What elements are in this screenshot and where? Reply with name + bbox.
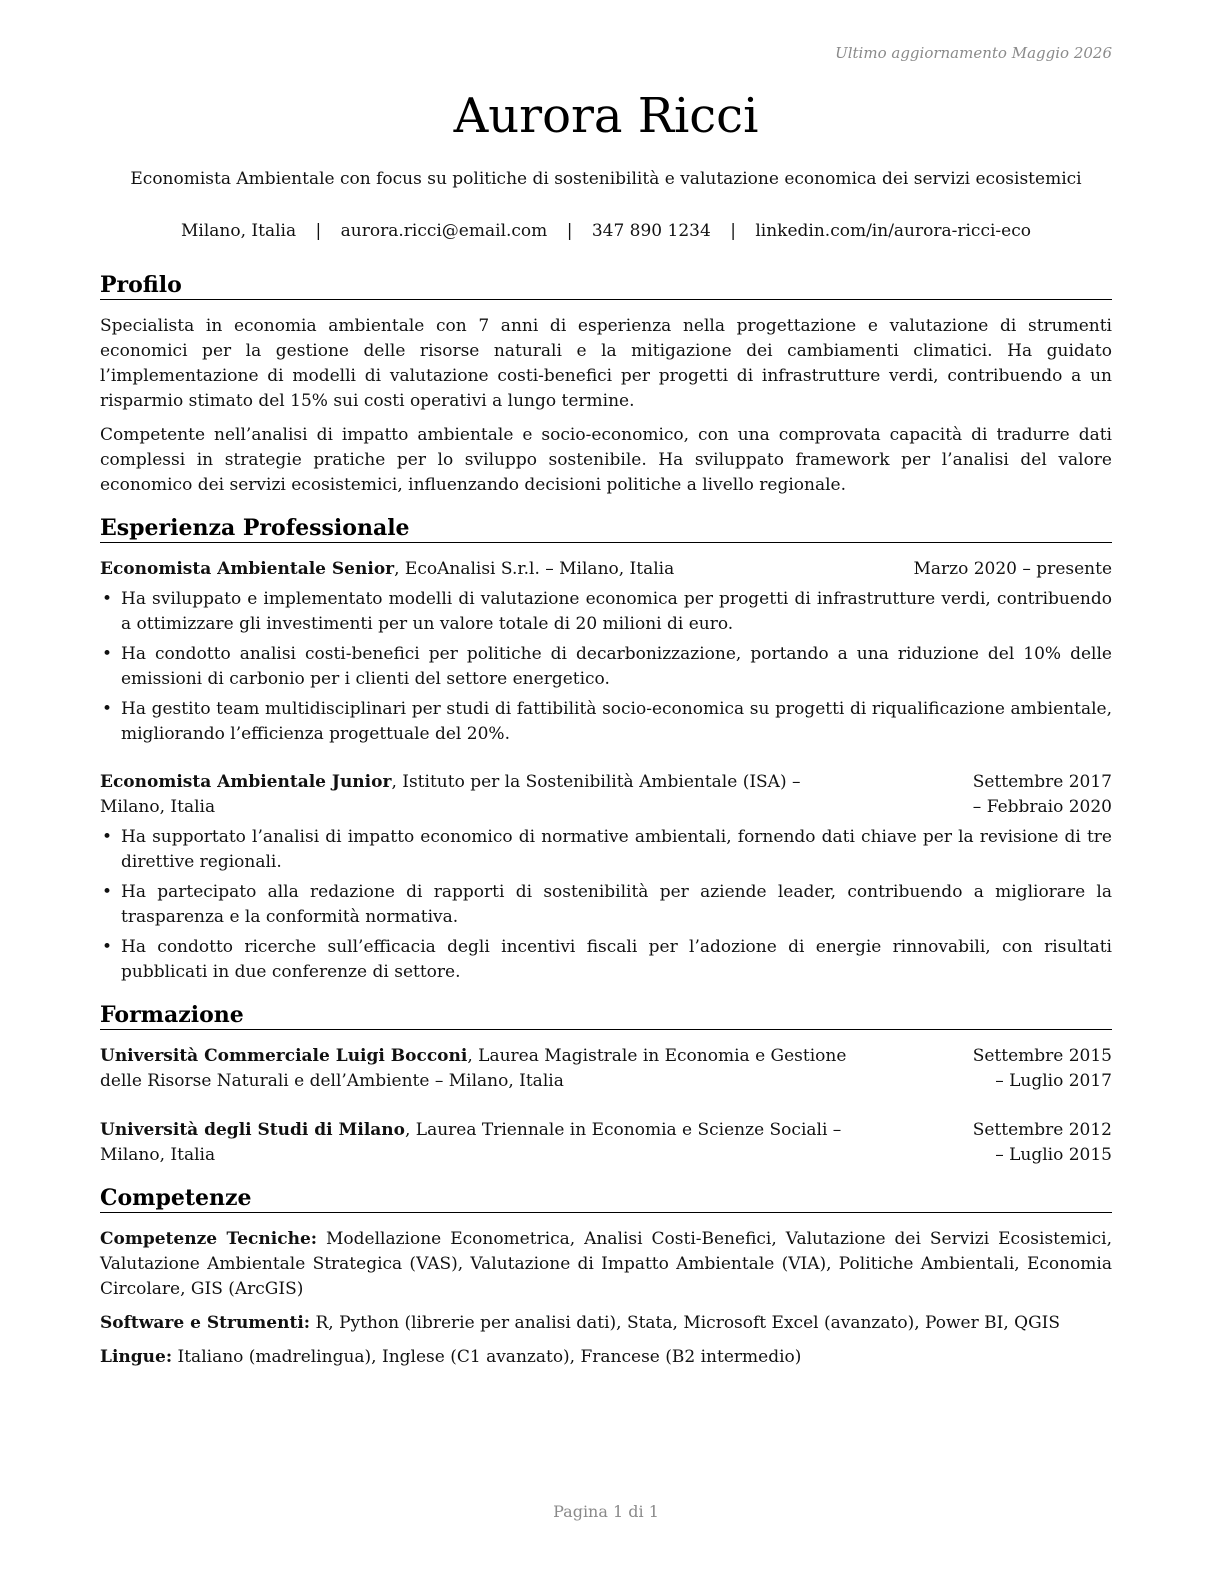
skill-label: Competenze Tecniche: bbox=[100, 1229, 318, 1249]
section-title-profile: Profilo bbox=[100, 271, 1112, 300]
tagline: Economista Ambientale con focus su politiche di sostenibilità e valutazione economica dei servizi ecosistemici bbox=[130, 169, 1082, 189]
contact-separator: | bbox=[315, 221, 322, 241]
education-entry bbox=[100, 1044, 1112, 1094]
bullet-icon: • bbox=[102, 589, 113, 609]
skill-value: Modellazione Econometrica, Analisi Costi-Benefici, Valutazione dei Servizi Ecosistemici, Valutazione Ambientale Strategica (VAS), Valutazione di Impatto Ambientale (VIA), Politiche Ambientali, Economia Circolare, GIS (ArcGIS) bbox=[100, 1229, 1112, 1299]
bullet-icon: • bbox=[102, 699, 113, 719]
job-header bbox=[100, 770, 1112, 820]
job-bullets bbox=[100, 587, 1112, 752]
contact-location: Milano, Italia bbox=[181, 221, 297, 241]
bullet-icon: • bbox=[102, 827, 113, 847]
education-dates: Settembre 2012 – Luglio 2015 bbox=[972, 1120, 1112, 1165]
contact-phone[interactable]: 347 890 1234 bbox=[591, 221, 711, 241]
bullet-icon: • bbox=[102, 937, 113, 957]
list-item bbox=[100, 880, 1112, 930]
contact-linkedin[interactable]: linkedin.com/in/aurora-ricci-eco bbox=[755, 221, 1031, 241]
school-name: Università Commerciale Luigi Bocconi bbox=[100, 1046, 468, 1066]
school-name: Università degli Studi di Milano bbox=[100, 1120, 405, 1140]
bullet-text: Ha condotto ricerche sull’efficacia degli incentivi fiscali per l’adozione di energie rinnovabili, con risultati pubblicati in due conferenze di settore. bbox=[121, 937, 1112, 982]
section-title-skills: Competenze bbox=[100, 1184, 1112, 1213]
job-header bbox=[100, 557, 1112, 582]
list-item bbox=[100, 935, 1112, 985]
list-item bbox=[100, 587, 1112, 637]
contact-separator: | bbox=[566, 221, 573, 241]
candidate-name: Aurora Ricci bbox=[453, 88, 759, 144]
resume-page bbox=[100, 0, 1112, 1584]
skill-group-technical bbox=[100, 1227, 1112, 1302]
profile-paragraph: Competente nell’analisi di impatto ambientale e socio-economico, con una comprovata capacità di tradurre dati complessi in strategie pratiche per lo sviluppo sostenibile. Ha sviluppato framework per l’analisi del valore economico dei servizi ecosistemici, influenzando decisioni politiche a livello regionale. bbox=[100, 425, 1112, 495]
bullet-text: Ha sviluppato e implementato modelli di valutazione economica per progetti di infrastrutture verdi, contribuendo a ottimizzare gli investimenti per un valore totale di 20 milioni di euro. bbox=[121, 589, 1112, 634]
contact-line bbox=[100, 219, 1112, 243]
last-updated: Ultimo aggiornamento Maggio 2026 bbox=[835, 44, 1112, 62]
job-bullets bbox=[100, 825, 1112, 990]
skill-group-software bbox=[100, 1311, 1112, 1336]
job-role: Economista Ambientale Senior bbox=[100, 559, 395, 579]
education-dates: Settembre 2015 – Luglio 2017 bbox=[972, 1046, 1112, 1091]
bullet-icon: • bbox=[102, 882, 113, 902]
section-title-experience: Esperienza Professionale bbox=[100, 514, 1112, 543]
job-role: Economista Ambientale Junior bbox=[100, 772, 392, 792]
education-title bbox=[100, 1044, 870, 1094]
job-title bbox=[100, 557, 674, 582]
job-dates: Marzo 2020 – presente bbox=[913, 559, 1112, 579]
skill-label: Software e Strumenti: bbox=[100, 1313, 311, 1333]
section-title-education: Formazione bbox=[100, 1001, 1112, 1030]
bullet-text: Ha condotto analisi costi-benefici per politiche di decarbonizzazione, portando a una riduzione del 10% delle emissioni di carbonio per i clienti del settore energetico. bbox=[121, 644, 1112, 689]
contact-separator: | bbox=[730, 221, 736, 241]
bullet-icon: • bbox=[102, 644, 113, 664]
degree: , Laurea Triennale in Economia e Scienze Sociali – Milano, Italia bbox=[100, 1120, 842, 1165]
job-title bbox=[100, 770, 870, 820]
education-entry bbox=[100, 1118, 1112, 1168]
bullet-text: Ha partecipato alla redazione di rapporti di sostenibilità per aziende leader, contribuendo a migliorare la trasparenza e la conformità normativa. bbox=[121, 882, 1112, 927]
list-item bbox=[100, 642, 1112, 692]
bullet-text: Ha gestito team multidisciplinari per studi di fattibilità socio-economica su progetti di riqualificazione ambientale, migliorando l’efficienza progettuale del 20%. bbox=[121, 699, 1112, 744]
contact-email[interactable]: aurora.ricci@email.com bbox=[340, 221, 548, 241]
skill-group-languages bbox=[100, 1345, 1112, 1370]
job-org: , Istituto per la Sostenibilità Ambientale (ISA) – Milano, Italia bbox=[100, 772, 801, 817]
profile-paragraph: Specialista in economia ambientale con 7 anni di esperienza nella progettazione e valutazione di strumenti economici per la gestione delle risorse naturali e la mitigazione dei cambiamenti climatici. Ha guidato l’implementazione di modelli di valutazione costi-benefici per progetti di infrastrutture verdi, contribuendo a un risparmio stimato del 15% sui costi operativi a lungo termine. bbox=[100, 316, 1112, 411]
skill-label: Lingue: bbox=[100, 1347, 173, 1367]
job-dates: Settembre 2017 – Febbraio 2020 bbox=[972, 772, 1112, 817]
list-item bbox=[100, 697, 1112, 747]
page-number: Pagina 1 di 1 bbox=[553, 1502, 659, 1521]
degree: , Laurea Magistrale in Economia e Gestione delle Risorse Naturali e dell’Ambiente – Milano, Italia bbox=[100, 1046, 847, 1091]
bullet-text: Ha supportato l’analisi di impatto economico di normative ambientali, fornendo dati chiave per la revisione di tre direttive regionali. bbox=[121, 827, 1112, 872]
skill-value: Italiano (madrelingua), Inglese (C1 avanzato), Francese (B2 intermedio) bbox=[172, 1347, 802, 1367]
job-org: , EcoAnalisi S.r.l. – Milano, Italia bbox=[394, 559, 675, 579]
skill-value: R, Python (librerie per analisi dati), Stata, Microsoft Excel (avanzato), Power BI, QGIS bbox=[310, 1313, 1061, 1333]
list-item bbox=[100, 825, 1112, 875]
education-title bbox=[100, 1118, 870, 1168]
